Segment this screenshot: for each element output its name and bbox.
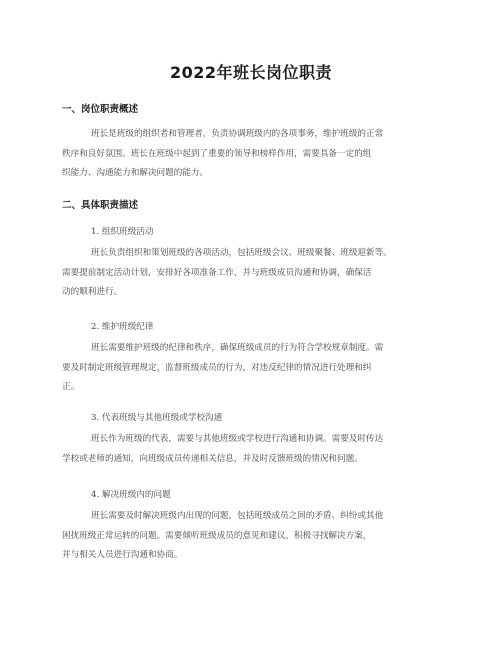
item-heading: 2. 维护班级纪律 — [91, 322, 154, 332]
paragraph-line: 学校或老师的通知，向班级成员传递相关信息，并及时反馈班级的情况和问题。 — [62, 453, 363, 464]
paragraph-line: 班长是班级的组织者和管理者，负责协调班级内的各项事务，维护班级的正常 — [91, 129, 384, 139]
item-paragraph — [62, 339, 383, 398]
item-paragraph — [62, 507, 383, 566]
item-paragraph — [62, 430, 383, 469]
document-title: 2022年班长岗位职责 — [169, 63, 333, 82]
item-heading: 1. 组织班级活动 — [91, 227, 154, 237]
section-heading-duties: 二、具体职责描述 — [62, 200, 139, 211]
paragraph-line: 秩序和良好氛围。班长在班级中起到了重要的领导和榜样作用，需要具备一定的组 — [62, 148, 372, 159]
paragraph-line: 正。 — [62, 382, 80, 392]
paragraph-line: 困扰班级正常运转的问题。需要倾听班级成员的意见和建议，积极寻找解决方案， — [62, 530, 372, 541]
paragraph-line: 班长需要及时解决班级内出现的问题，包括班级成员之间的矛盾、纠纷或其他 — [91, 511, 384, 521]
paragraph-line: 班长作为班级的代表，需要与其他班级或学校进行沟通和协调。需要及时传达 — [91, 434, 384, 444]
item-heading: 3. 代表班级与其他班级或学校沟通 — [91, 413, 223, 423]
paragraph-line: 班长需要维护班级的纪律和秩序，确保班级成员的行为符合学校规章制度。需 — [91, 343, 384, 353]
section-heading-overview: 一、岗位职责概述 — [62, 104, 139, 115]
paragraph-line: 要及时制定班级管理规定，监督班级成员的行为，对违反纪律的情况进行处理和纠 — [62, 362, 372, 373]
paragraph-line: 动的顺利进行。 — [62, 287, 123, 297]
item-paragraph — [62, 244, 392, 303]
paragraph-line: 需要提前制定活动计划，安排好各项准备工作，并与班级成员沟通和协调，确保活 — [62, 267, 372, 278]
item-heading: 4. 解决班级内的问题 — [91, 490, 171, 500]
paragraph-line: 织能力、沟通能力和解决问题的能力。 — [62, 168, 209, 178]
paragraph-line: 班长负责组织和策划班级的各项活动，包括班级会议、班级聚餐、班级迎新等。 — [91, 248, 392, 258]
section-overview-paragraph — [62, 125, 383, 184]
paragraph-line: 并与相关人员进行沟通和协商。 — [62, 550, 183, 560]
